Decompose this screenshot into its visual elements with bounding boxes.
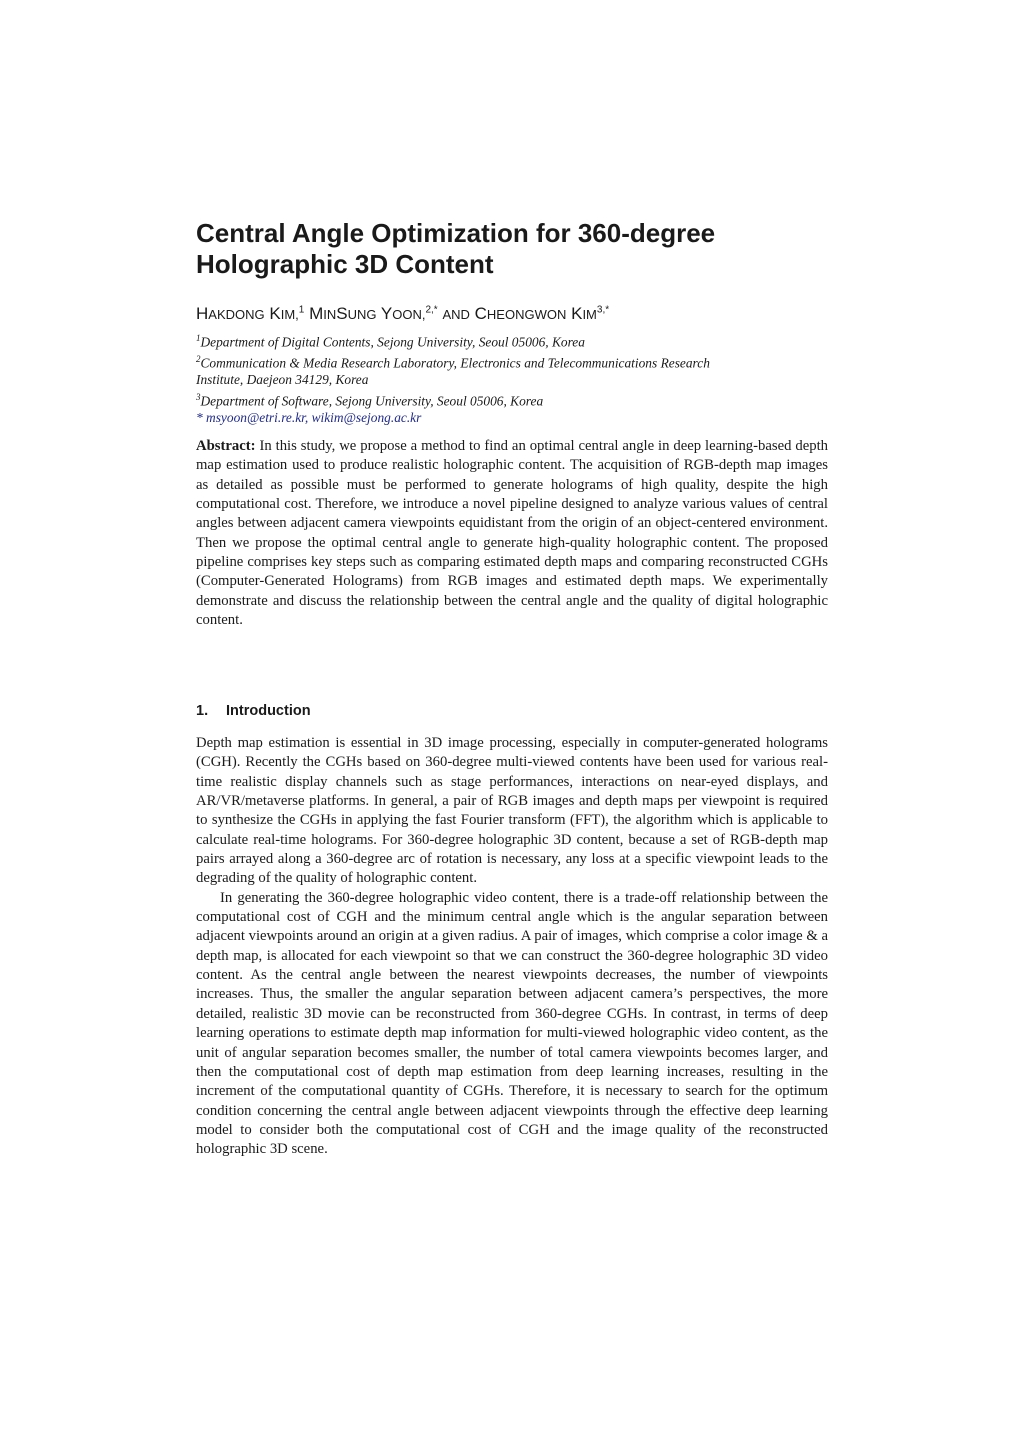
author-list [196, 298, 836, 327]
title-line-2: Holographic 3D Content [196, 249, 494, 279]
paper-title [196, 218, 836, 280]
author-1: HAKDONG KIM,$^1$ [196, 303, 305, 323]
introduction-body [196, 734, 828, 1160]
title-line-1: Central Angle Optimization for 360-degree [196, 218, 716, 248]
affiliation-1: $^1$Department of Digital Contents, Sejong University, Seoul 05006, Korea [196, 333, 585, 350]
paragraph-2: In generating the 360-degree holographic video content, there is a trade-off relationship between the computational cost of CGH and the minimum central angle which is the angular separation between adjacent viewpoints around an origin at a given radius. A pair of images, which comprise a color image & a depth map, is allocated for each viewpoint so that we can construct the 360-degree holographic 3D video content. As the central angle between the nearest viewpoints decreases, the number of viewpoints increases. Thus, the smaller the angular separation between adjacent camera’s perspectives, the more detailed, realistic 3D movie can be reconstructed from 360-degree CGHs. In contrast, in terms of deep learning operations to estimate depth map information for multi-viewed holographic video content, as the unit of angular separation becomes smaller, the number of total camera viewpoints becomes larger, and then the computational cost of depth map estimation from deep learning increases, resulting in the increment of the computational quantity of CGHs. Therefore, it is necessary to search for the optimum condition concerning the central angle between adjacent viewpoints through the effective deep learning model to consider both the computational cost of CGH and the image quality of the reconstructed holographic 3D scene. [196, 889, 828, 1158]
abstract [196, 437, 828, 630]
abstract-text: In this study, we propose a method to find an optimal central angle in deep learning-based depth map estimation used to produce realistic holographic content. The acquisition of RGB-depth map images as detailed as possible must be performed to generate holograms of high quality, despite the high computational cost. Therefore, we introduce a novel pipeline designed to analyze various values of central angles between adjacent camera viewpoints equidistant from the origin of an object-centered environment. Then we propose the optimal central angle to generate high-quality holographic content. The proposed pipeline comprises key steps such as comparing estimated depth maps and comparing reconstructed CGHs (Computer-Generated Holograms) from RGB images and estimated depth maps. We experimentally demonstrate and discuss the relationship between the central angle and the quality of digital holographic content. [196, 438, 829, 629]
affiliation-2: $^2$Communication & Media Research Laboratory, Electronics and Telecommunications Research [196, 353, 710, 371]
section-title: Introduction [226, 703, 311, 719]
affiliation-2-cont: Institute, Daejeon 34129, Korea [196, 372, 369, 388]
paragraph-1: Depth map estimation is essential in 3D image processing, especially in computer-generated holograms (CGH). Recently the CGHs based on 360-degree multi-viewed contents have been used for various real-time realistic display channels such as stage performances, interactions on near-eyed displays, and AR/VR/metaverse platforms. In general, a pair of RGB images and depth maps per viewpoint is required to synthesize the CGHs in applying the fast Fourier transform (FFT), the algorithm which is applicable to calculate real-time holograms. For 360-degree holographic 3D content, because a set of RGB-depth map pairs arrayed along a 360-degree arc of rotation is necessary, any loss at a specific viewpoint leads to the degrading of the quality of holographic content. [196, 735, 828, 887]
author-2: MINSUNG YOON,$^{2,*}$ [309, 303, 438, 323]
section-heading-introduction [196, 703, 311, 719]
affiliation-3: $^3$Department of Software, Sejong University, Seoul 05006, Korea [196, 391, 544, 409]
corresponding-emails[interactable]: * msyoon@etri.re.kr, wikim@sejong.ac.kr [196, 410, 422, 426]
abstract-label: Abstract: [196, 438, 256, 454]
section-number: 1. [196, 703, 209, 719]
author-3: AND CHEONGWON $KIM^{3,*}$ [442, 303, 610, 323]
affiliations [196, 330, 836, 426]
